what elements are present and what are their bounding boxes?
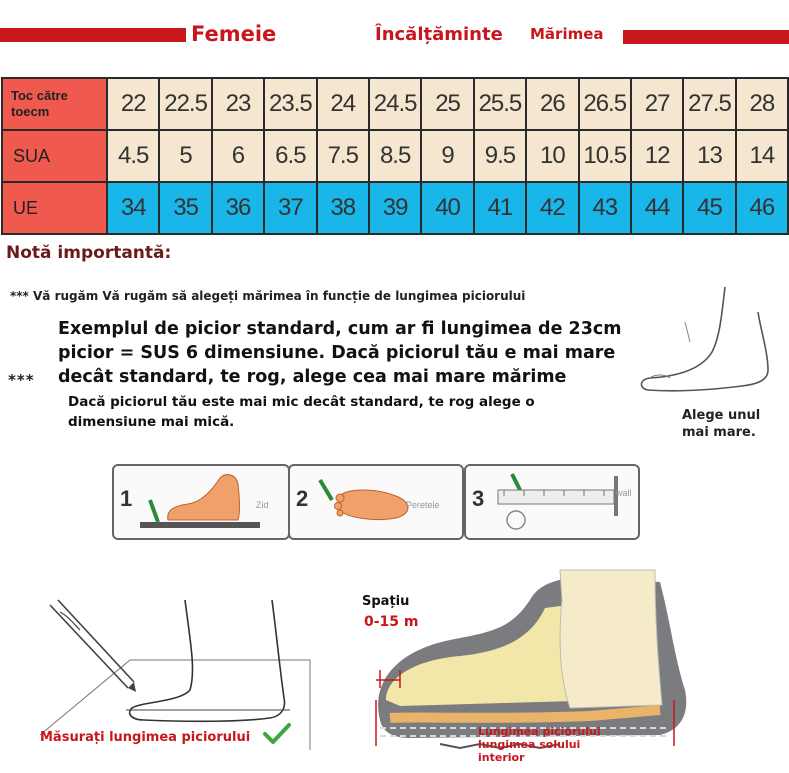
cell-eu-3: 37 — [264, 182, 316, 234]
step-number-3: 3 — [472, 486, 485, 511]
cell-eu-10: 44 — [631, 182, 683, 234]
note-choose-by-length: *** Vă rugăm Vă rugăm să alegeți mărimea în funcție de lungimea piciorului — [10, 289, 526, 303]
cell-toe-cm-0: 22 — [107, 78, 159, 130]
cell-eu-8: 42 — [526, 182, 578, 234]
row-label-us: SUA — [2, 130, 107, 182]
cell-eu-2: 36 — [212, 182, 264, 234]
cell-eu-12: 46 — [736, 182, 788, 234]
label-sole-length: lungimea solului — [478, 738, 581, 751]
note-standard-example: Exemplul de picior standard, cum ar fi lungimea de 23cm picior = SUS 6 dimensiune. Dacă piciorul tău e mai mare decât standard, te rog, alege cea mai mare mărime — [58, 319, 622, 387]
cell-eu-11: 45 — [683, 182, 735, 234]
gap-label: Spațiu — [362, 594, 410, 609]
cell-toe-cm-9: 26.5 — [579, 78, 631, 130]
table-row-us — [2, 130, 788, 182]
cell-us-12: 14 — [736, 130, 788, 182]
step-2-wall-label: Peretele — [406, 500, 440, 510]
cell-eu-6: 40 — [421, 182, 473, 234]
length-labels — [478, 725, 601, 764]
cell-eu-9: 43 — [579, 182, 631, 234]
size-chart-table — [1, 77, 789, 235]
ruler-icon — [494, 470, 634, 534]
cell-eu-1: 35 — [159, 182, 211, 234]
table-row-toe-cm — [2, 78, 788, 130]
cell-us-1: 5 — [159, 130, 211, 182]
choose-bigger-label: Alege unul mai mare. — [682, 408, 761, 440]
cell-toe-cm-4: 24 — [317, 78, 369, 130]
note-smaller-foot: Dacă piciorul tău este mai mic decât standard, te rog alege o dimensiune mai mică. — [68, 394, 535, 430]
cell-us-8: 10 — [526, 130, 578, 182]
cell-us-9: 10.5 — [579, 130, 631, 182]
cell-eu-5: 39 — [369, 182, 421, 234]
foot-wall-icon — [140, 470, 260, 532]
cell-us-4: 7.5 — [317, 130, 369, 182]
row-label-toe-cm: Toc către toecm — [2, 78, 107, 130]
cell-us-2: 6 — [212, 130, 264, 182]
cell-toe-cm-1: 22.5 — [159, 78, 211, 130]
cell-eu-0: 34 — [107, 182, 159, 234]
step-panel-2 — [288, 464, 464, 540]
cell-toe-cm-11: 27.5 — [683, 78, 735, 130]
cell-toe-cm-8: 26 — [526, 78, 578, 130]
table-row-eu — [2, 182, 788, 234]
step-number-1: 1 — [120, 486, 133, 511]
note-stars: *** — [8, 371, 35, 389]
header-bar-right — [623, 30, 789, 44]
cell-toe-cm-12: 28 — [736, 78, 788, 130]
step-number-2: 2 — [296, 486, 309, 511]
cell-us-0: 4.5 — [107, 130, 159, 182]
cell-eu-4: 38 — [317, 182, 369, 234]
cell-us-10: 12 — [631, 130, 683, 182]
header-women: Femeie — [191, 22, 277, 46]
cell-us-5: 8.5 — [369, 130, 421, 182]
cell-toe-cm-10: 27 — [631, 78, 683, 130]
cell-toe-cm-5: 24.5 — [369, 78, 421, 130]
gap-range: 0-15 m — [364, 614, 419, 630]
header-shoes: Încălțăminte — [375, 24, 503, 45]
step-1-wall-label: Zid — [256, 500, 269, 510]
measure-foot-label: Măsurați lungimea piciorului — [40, 730, 251, 745]
cell-us-7: 9.5 — [474, 130, 526, 182]
foot-side-sketch — [630, 282, 780, 412]
header-size: Mărimea — [530, 25, 604, 43]
important-note-title: Notă importantă: — [6, 243, 172, 263]
step-panel-3 — [464, 464, 640, 540]
cell-eu-7: 41 — [474, 182, 526, 234]
check-icon — [262, 722, 292, 746]
label-interior: interior — [478, 751, 525, 764]
cell-toe-cm-6: 25 — [421, 78, 473, 130]
cell-toe-cm-7: 25.5 — [474, 78, 526, 130]
cell-toe-cm-3: 23.5 — [264, 78, 316, 130]
header-bar-left — [0, 28, 186, 42]
row-label-eu: UE — [2, 182, 107, 234]
cell-us-6: 9 — [421, 130, 473, 182]
step-3-wall-label: wall — [616, 488, 632, 498]
cell-toe-cm-2: 23 — [212, 78, 264, 130]
label-foot-length: Lungimea piciorului — [478, 725, 601, 738]
cell-us-3: 6.5 — [264, 130, 316, 182]
cell-us-11: 13 — [683, 130, 735, 182]
step-panel-1 — [112, 464, 290, 540]
